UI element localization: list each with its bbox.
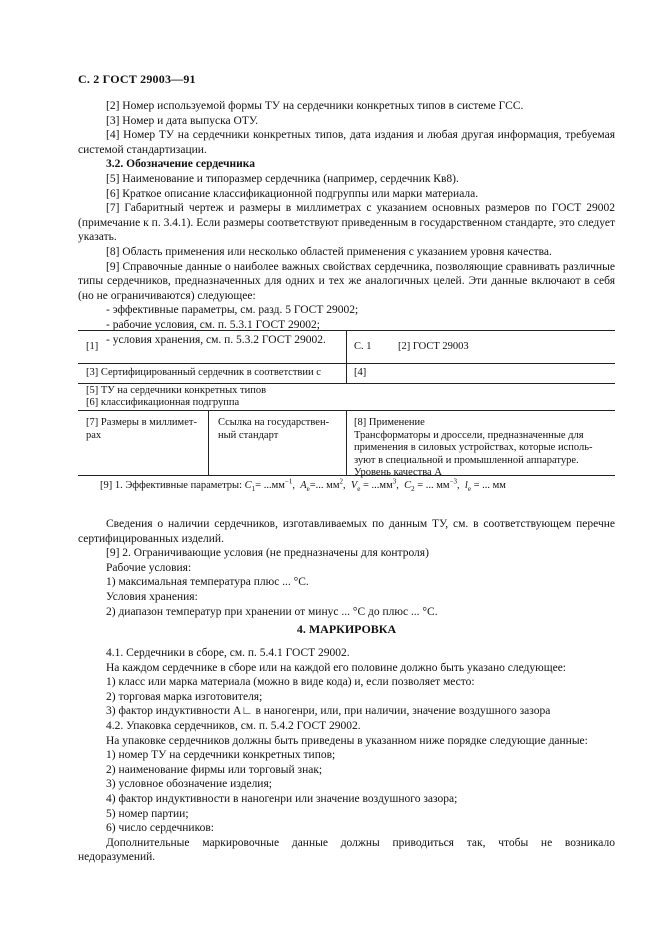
marking-paragraph: 4) фактор индуктивности в наногенри или значение воздушного зазора;: [106, 792, 458, 805]
spec-paragraph: - рабочие условия, см. п. 5.3.1 ГОСТ 29002;: [106, 318, 320, 331]
form-cell-1: [1]: [86, 341, 99, 352]
spec-paragraph: [9] Справочные данные о наиболее важных свойствах сердечника, позволяющие сравнивать различные типы сердечников, предназначенных для одних и тех же аналогичных целей. Эти данные включают в себя (но не ограничиваются) следующее:: [78, 260, 615, 302]
form-cell-reference: Ссылка на государствен- ный стандарт: [218, 417, 330, 441]
marking-paragraph: Дополнительные маркировочные данные должны приводиться так, чтобы не возникало недоразумений.: [78, 836, 615, 864]
marking-paragraph: На упаковке сердечников должны быть приведены в указанном ниже порядке следующие данные:: [106, 734, 588, 747]
marking-paragraph: 4.2. Упаковка сердечников, см. п. 5.4.2 ГОСТ 29002.: [106, 719, 361, 732]
spec-paragraph: [5] Наименование и типоразмер сердечника (например, сердечник Кв8).: [106, 172, 459, 185]
form-cell-gost: [2] ГОСТ 29003: [398, 341, 469, 352]
spec-paragraph: [7] Габаритный чертеж и размеры в миллиметрах с указанием основных размеров по ГОСТ 29002 (примечание к п. 3.4.1). Если размеры соответствуют приведенным в государственном стандарте, это следует указать.: [78, 202, 615, 244]
marking-paragraph: 2) торговая марка изготовителя;: [106, 690, 263, 703]
form-cell-page: С. 1: [354, 341, 372, 352]
specification-items-section: [78, 99, 615, 347]
spec-paragraph: [3] Номер и дата выпуска ОТУ.: [106, 114, 258, 127]
spec-paragraph: - эффективные параметры, см. разд. 5 ГОСТ 29002;: [106, 304, 359, 317]
marking-paragraph: На каждом сердечнике в сборе или на каждой его половине должно быть указано следующее:: [106, 661, 566, 674]
spec-paragraph: - условия хранения, см. п. 5.3.2 ГОСТ 29002.: [106, 333, 326, 346]
form-line-5: [5] ТУ на сердечники конкретных типов: [86, 385, 267, 396]
form-cell-3: [3] Сертифицированный сердечник в соответствии с: [86, 367, 321, 378]
form-cell-7: [7] Размеры в миллимет- рах: [86, 417, 197, 441]
form-detail-table: [78, 410, 615, 476]
spec-paragraph: [6] Краткое описание классификационной подгруппы или марки материала.: [106, 187, 479, 200]
form-cell-4: [4]: [354, 367, 367, 378]
form-cell-8: [8] Применение Трансформаторы и дроссели, предназначенные для применения в силовых устройствах, которые исполь- зуют в специальной и промышленной аппаратуре. Уровень качества А: [354, 417, 593, 478]
form-effective-parameters: [9] 1. Эффективные параметры: $C_1= ...мм^{-1}$, $A_e=$... $мм^2$, $V_e = ...мм^3$, $C_2$ = ... $мм^{-3}$, $l_e$ = ... мм: [100, 477, 506, 494]
marking-paragraph: 4.1. Сердечники в сборе, см. п. 5.4.1 ГОСТ 29002.: [106, 647, 350, 659]
form-line-6: [6] классификационная подгруппа: [86, 396, 240, 408]
availability-paragraph: Рабочие условия:: [106, 561, 192, 574]
availability-paragraph: 1) максимальная температура плюс ... °С.: [106, 576, 309, 589]
spec-paragraph: [2] Номер используемой формы ТУ на сердечники конкретных типов в системе ГСС.: [106, 100, 524, 112]
marking-paragraph: 5) номер партии;: [106, 807, 189, 820]
marking-paragraph: 2) наименование фирмы или торговый знак;: [106, 763, 323, 776]
availability-section: [78, 517, 615, 619]
marking-paragraph: 6) число сердечников:: [106, 822, 214, 835]
marking-paragraph: 3) условное обозначение изделия;: [106, 778, 272, 791]
form-list: [86, 385, 266, 408]
availability-paragraph: [9] 2. Ограничивающие условия (не предназначены для контроля): [106, 547, 429, 560]
availability-paragraph: 2) диапазон температур при хранении от минус ... °С до плюс ... °С.: [106, 605, 438, 618]
form-header-table: [78, 330, 615, 384]
marking-paragraph: 1) класс или марка материала (можно в виде кода) и, если позволяет место:: [106, 676, 475, 689]
marking-section: [78, 646, 615, 865]
spec-paragraph: 3.2. Обозначение сердечника: [106, 158, 255, 171]
spec-paragraph: [8] Область применения или несколько областей применения с указанием уровня качества.: [106, 245, 552, 258]
page-header: С. 2 ГОСТ 29003—91: [78, 72, 196, 86]
availability-paragraph: Сведения о наличии сердечников, изготавливаемых по данным ТУ, см. в соответствующем перечне сертифицированных изделий.: [78, 518, 615, 545]
marking-paragraph: 1) номер ТУ на сердечники конкретных типов;: [106, 749, 336, 762]
section-4-title: 4. МАРКИРОВКА: [296, 622, 397, 636]
spec-paragraph: [4] Номер ТУ на сердечники конкретных типов, дата издания и любая другая информация, требуемая системой стандартизации.: [78, 129, 615, 156]
marking-paragraph: 3) фактор индуктивности A∟ в наногенри, или, при наличии, значение воздушного зазора: [106, 705, 551, 718]
availability-paragraph: Условия хранения:: [106, 590, 198, 603]
